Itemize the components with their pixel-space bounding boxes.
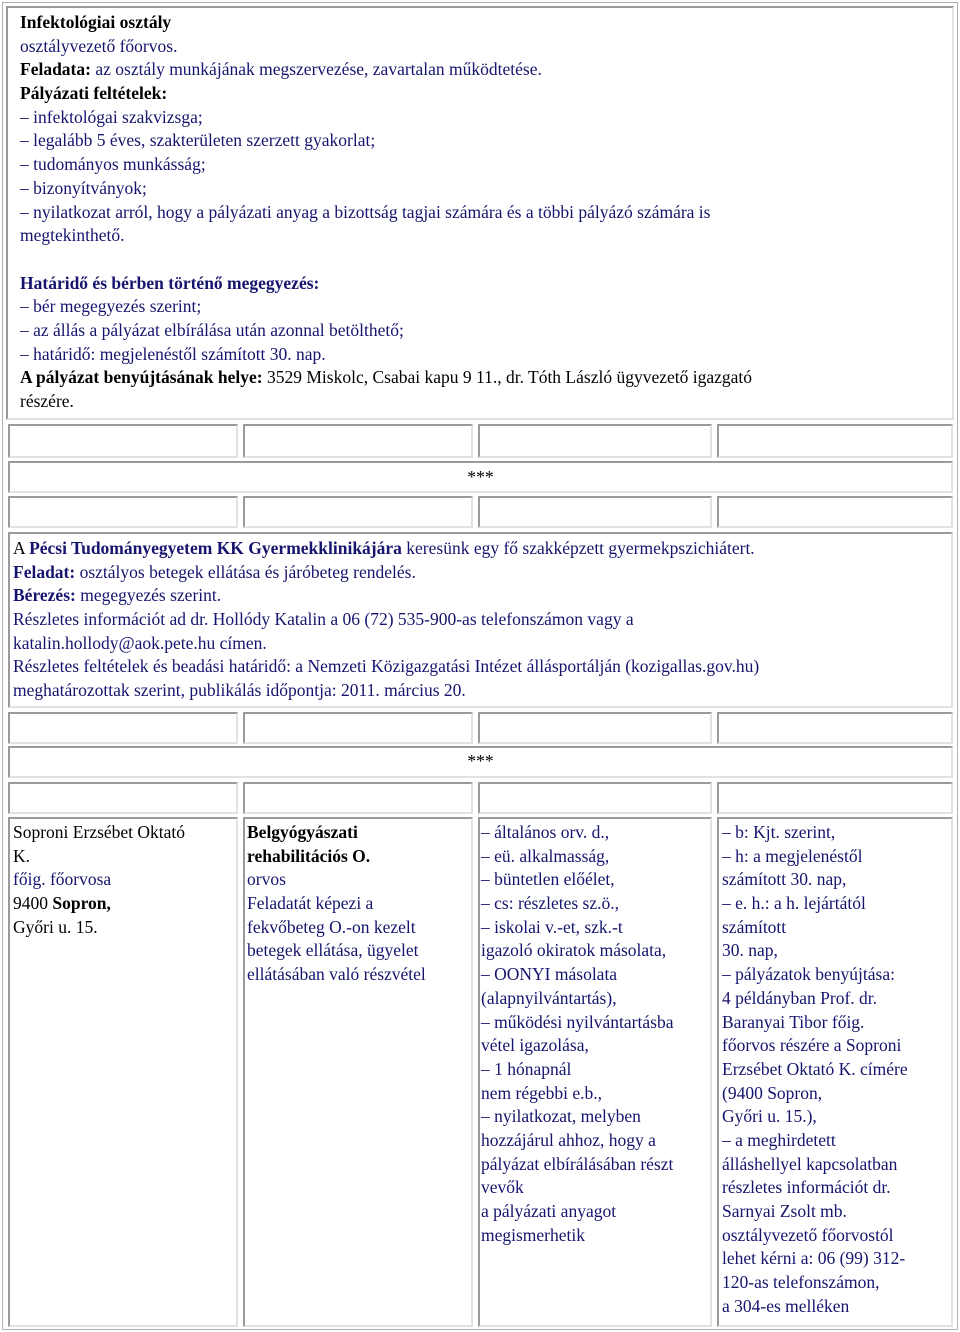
term-item: (9400 Sopron, [722,1082,823,1103]
empty-cell [8,782,238,814]
term-item: számított [722,916,787,937]
term-item: álláshellyel kapcsolatban [722,1153,898,1174]
condition-item: – nyilatkozat arról, hogy a pályázati anyag a bizottság tagjai számára és a többi pályázó számára is [20,201,711,222]
condition-item: – infektológai szakvizsga; [20,106,203,127]
section1-content [20,11,752,414]
conditions-text-cont: meghatározottak szerint, publikálás időpontja: 2011. március 20. [13,680,466,701]
department-name: Belgyógyászati [247,822,358,842]
conditions-label: Pályázati feltételek: [20,83,168,104]
condition-item: – bizonyítványok; [20,177,147,198]
requirement-item: – eü. alkalmasság, [481,845,610,866]
col-terms [717,817,953,1327]
section-infektologia [6,6,954,420]
position-line: fekvőbeteg O.-on kezelt [247,916,416,937]
clinic-name: Pécsi Tudományegyetem KK Gyermekklinikájára [29,538,402,558]
section-gyermekklinika [8,532,953,708]
conditions-text: Részletes feltételek és beadási határidő: a Nemzeti Közigazgatási Intézet állásportálján (kozigallas.gov.hu) [13,656,760,677]
position-title: osztályvezető főorvos. [20,35,178,56]
requirement-item: vétel igazolása, [481,1035,589,1056]
intro-pre: A [13,538,30,558]
requirement-item: nem régebbi e.b., [481,1082,602,1103]
empty-cell [243,782,473,814]
position-line: orvos [247,869,286,890]
condition-item: – tudományos munkásság; [20,154,206,175]
submit-text-cont: részére. [20,391,74,411]
term-item: számított 30. nap, [722,869,847,890]
position-line: ellátásában való részvétel [247,964,426,985]
empty-cell [243,712,473,744]
empty-cell [243,496,473,528]
requirements-list [481,821,673,1247]
term-item: főorvos részére a Soproni [722,1035,902,1056]
section2-content [13,537,759,703]
submit-label: A pályázat benyújtásának helye: [20,367,263,388]
requirement-item: – cs: részletes sz.ö., [481,893,620,914]
term-item: – b: Kjt. szerint, [722,822,836,842]
requirement-item: hozzájárul ahhoz, hogy a [481,1129,656,1150]
separator-stars: *** [467,751,494,771]
task-text: az osztály munkájának megszervezése, zavartalan működtetése. [90,59,542,80]
condition-item: – legalább 5 éves, szakterületen szerzett gyakorlat; [20,130,376,151]
term-item: részletes információt dr. [722,1177,891,1198]
requirement-item: – OONYI másolata [481,964,618,985]
requirement-item: a pályázati anyagot [481,1201,617,1221]
empty-cell [8,496,238,528]
deadline-label: Határidő és bérben történő megegyezés: [20,272,320,293]
term-item: – pályázatok benyújtása: [722,964,895,985]
term-item: 30. nap, [722,940,778,961]
col-position [243,817,473,1327]
institution-name-cont: K. [13,845,31,866]
empty-cell [478,496,712,528]
department-name-cont: rehabilitációs O. [247,845,371,866]
empty-cell [478,712,712,744]
requirement-item: – általános orv. d., [481,822,610,842]
requirement-item: – büntetlen előélet, [481,869,615,890]
term-item: Győri u. 15.), [722,1106,817,1127]
col-institution [8,817,238,1327]
requirement-item: – működési nyilvántartásba [481,1011,674,1032]
separator-stars: *** [467,467,494,487]
term-item: – e. h.: a h. lejártától [722,893,866,914]
salary-text: megegyezés szerint. [75,585,222,606]
submit-text: 3529 Miskolc, Csabai kapu 9 11., dr. Tóth László ügyvezető igazgató [262,367,753,388]
term-item: – a meghirdetett [722,1129,836,1150]
requirement-item: igazoló okiratok másolata, [481,940,667,961]
deadline-item: – határidő: megjelenéstől számított 30. nap. [20,343,326,364]
deadline-item: – bér megegyezés szerint; [20,296,202,317]
position-line: Feladatát képezi a [247,893,374,914]
task-label: Feladata: [20,59,91,80]
empty-cell [717,424,953,458]
term-item: osztályvezető főorvostól [722,1224,894,1245]
requirement-item: megismerhetik [481,1224,586,1245]
task-label: Feladat: [13,561,76,582]
info-text: Részletes információt ad dr. Hollódy Katalin a 06 (72) 535-900-as telefonszámon vagy a [13,609,634,630]
position-line: betegek ellátása, ügyelet [247,940,419,961]
term-item: 120-as telefonszámon, [722,1272,880,1293]
requirement-item: – 1 hónapnál [481,1058,572,1079]
empty-cell [478,782,712,814]
info-email: katalin.hollody@aok.pete.hu címen. [13,632,267,653]
institution-role: főig. főorvosa [13,869,112,890]
intro-post: keresünk egy fő szakképzett gyermekpszichiátert. [401,538,755,558]
institution-name: Soproni Erzsébet Oktató [13,822,186,842]
term-item: 4 példányban Prof. dr. [722,987,878,1008]
requirement-item: – iskolai v.-et, szk.-t [481,916,623,937]
term-item: a 304-es melléken [722,1295,850,1316]
requirement-item: pályázat elbírálásában részt [481,1153,674,1174]
empty-cell [478,424,712,458]
terms-list [722,821,908,1318]
position-text [247,821,426,987]
term-item: Sarnyai Zsolt mb. [722,1201,847,1221]
zip: 9400 [13,893,53,914]
term-item: – h: a megjelenéstől [722,845,863,866]
col-requirements [478,817,712,1327]
empty-cell [8,424,238,458]
institution-text [13,821,185,939]
empty-cell [717,782,953,814]
deadline-item: – az állás a pályázat elbírálása után azonnal betölthető; [20,319,404,340]
requirement-item: vevők [481,1177,524,1198]
term-item: Erzsébet Oktató K. címére [722,1058,908,1079]
empty-cell [717,712,953,744]
term-item: lehet kérni a: 06 (99) 312- [722,1248,906,1269]
salary-label: Bérezés: [13,585,76,606]
empty-cell [717,496,953,528]
empty-cell [8,712,238,744]
separator-row [8,461,953,493]
department-title: Infektológiai osztály [20,12,172,32]
requirement-item: – nyilatkozat, melyben [481,1106,641,1127]
empty-cell [243,424,473,458]
separator-row [8,746,953,778]
condition-item: megtekinthető. [20,225,125,246]
street: Győri u. 15. [13,916,98,937]
city: Sopron, [52,893,111,914]
term-item: Baranyai Tibor főig. [722,1011,865,1032]
requirement-item: (alapnyilvántartás), [481,987,617,1008]
task-text: osztályos betegek ellátása és járóbeteg rendelés. [75,561,416,582]
